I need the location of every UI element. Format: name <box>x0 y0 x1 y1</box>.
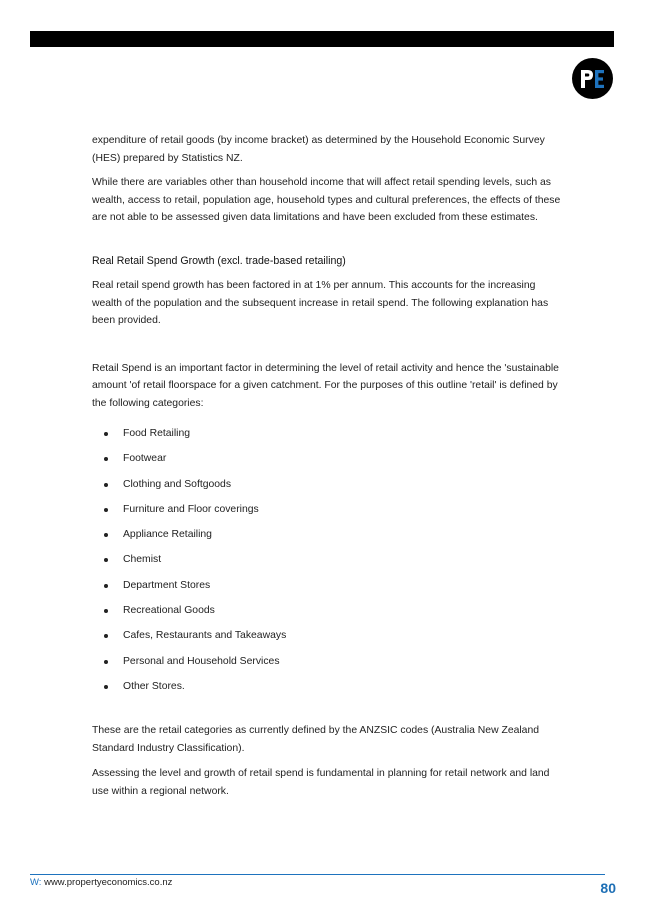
paragraph-hes: expenditure of retail goods (by income bracket) as determined by the Household Economic Survey (HES) prepared by Statistics NZ. <box>92 135 545 164</box>
section-heading: Real Retail Spend Growth (excl. trade-based retailing) <box>92 254 346 267</box>
retail-category-list <box>92 425 562 703</box>
list-item: Food Retailing <box>92 425 562 450</box>
footer-divider <box>30 874 605 875</box>
paragraph-variables: While there are variables other than household income that will affect retail spending levels, such as wealth, access to retail, population age, household types and cultural preferences, the effects of these are not able to be assessed given data limitations and have been excluded from these estimates. <box>92 177 561 223</box>
page-number: 80 <box>600 880 616 896</box>
list-item: Personal and Household Services <box>92 653 562 678</box>
footer-website <box>30 877 172 888</box>
list-item: Chemist <box>92 551 562 576</box>
paragraph-anzsic: These are the retail categories as currently defined by the ANZSIC codes (Australia New Zealand Standard Industry Classification). <box>92 725 540 754</box>
list-item: Footwear <box>92 450 562 475</box>
list-item: Clothing and Softgoods <box>92 476 562 501</box>
list-item: Other Stores. <box>92 678 562 703</box>
paragraph-retail-definition: Retail Spend is an important factor in determining the level of retail activity and hence the 'sustainable amount 'of retail floorspace for a given catchment. For the purposes of this outline 'retail' is defined by the following categories: <box>92 362 559 409</box>
pe-logo-icon <box>580 68 606 90</box>
header-bar <box>30 31 614 47</box>
footer-url-link[interactable]: www.propertyeconomics.co.nz <box>44 877 173 888</box>
list-item: Cafes, Restaurants and Takeaways <box>92 627 562 652</box>
brand-logo <box>572 58 613 99</box>
list-item: Department Stores <box>92 577 562 602</box>
list-item: Recreational Goods <box>92 602 562 627</box>
paragraph-spend-growth: Real retail spend growth has been factored in at 1% per annum. This accounts for the increasing wealth of the population and the subsequent increase in retail spend. The following explanation has been provided. <box>92 280 549 326</box>
footer-url-prefix: W: <box>30 877 42 888</box>
paragraph-assessing: Assessing the level and growth of retail spend is fundamental in planning for retail network and land use within a regional network. <box>92 768 550 797</box>
list-item: Furniture and Floor coverings <box>92 501 562 526</box>
list-item: Appliance Retailing <box>92 526 562 551</box>
document-body <box>92 132 562 800</box>
